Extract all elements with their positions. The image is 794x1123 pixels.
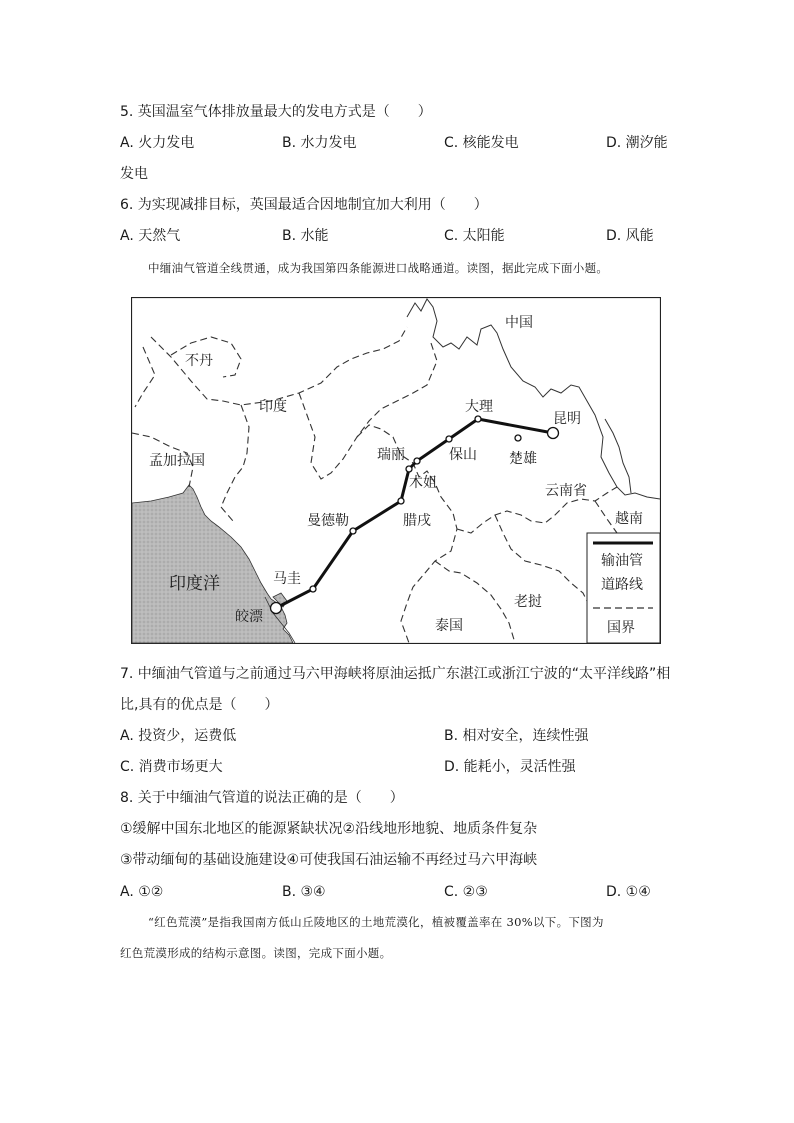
q7-stem-line1: 7. 中缅油气管道与之前通过马六甲海峡将原油运抵广东湛江或浙江宁波的“太平洋线路”相 — [120, 666, 671, 682]
red-desert-intro-line1: “红色荒漠”是指我国南方低山丘陵地区的土地荒漠化，植被覆盖率在 30%以下。下图为 — [148, 915, 604, 929]
q6-option-c: C. 太阳能 — [444, 228, 505, 244]
q8-stem: 8. 关于中缅油气管道的说法正确的是（ ） — [120, 790, 404, 806]
label-thailand: 泰国 — [435, 618, 463, 634]
q8-option-c: C. ②③ — [444, 884, 488, 900]
label-ruili: 瑞丽 — [377, 447, 405, 463]
q5-option-d-continued: 发电 — [120, 166, 148, 182]
legend-pipeline-line1: 输油管 — [601, 553, 643, 569]
label-mandalay: 曼德勒 — [307, 513, 349, 529]
q7-option-a: A. 投资少，运费低 — [120, 728, 237, 744]
q5-option-d: D. 潮汐能 — [606, 135, 668, 151]
label-dali: 大理 — [465, 399, 493, 415]
q8-option-b: B. ③④ — [282, 884, 326, 900]
ruili-marker — [414, 458, 420, 464]
label-india: 印度 — [259, 399, 287, 415]
kunming-marker — [548, 428, 559, 439]
pipeline-intro: 中缅油气管道全线贯通，成为我国第四条能源进口战略通道。读图，据此完成下面小题。 — [148, 261, 609, 275]
kyaukphyu-marker — [271, 603, 282, 614]
muse-marker — [406, 466, 412, 472]
q6-option-d: D. 风能 — [606, 228, 654, 244]
q5-option-a: A. 火力发电 — [120, 135, 195, 151]
label-lashio: 腊戌 — [403, 513, 431, 529]
mandalay-marker — [350, 528, 356, 534]
q7-option-b: B. 相对安全，连续性强 — [444, 728, 589, 744]
label-muse: 木姐 — [409, 475, 437, 491]
q8-statement-2: ③带动缅甸的基础设施建设④可使我国石油运输不再经过马六甲海峡 — [120, 852, 538, 868]
label-kunming: 昆明 — [553, 411, 581, 427]
q8-option-d: D. ①④ — [606, 884, 651, 900]
q7-option-d: D. 能耗小，灵活性强 — [444, 759, 576, 775]
q5-stem: 5. 英国温室气体排放量最大的发电方式是（ ） — [120, 104, 432, 120]
q5-option-c: C. 核能发电 — [444, 135, 519, 151]
q8-option-a: A. ①② — [120, 884, 164, 900]
q8-statement-1: ①缓解中国东北地区的能源紧缺状况②沿线地形地貌、地质条件复杂 — [120, 821, 538, 837]
dali-marker — [475, 416, 481, 422]
q7-stem-line2: 比,具有的优点是（ ） — [120, 697, 279, 713]
lashio-marker — [398, 498, 404, 504]
label-chuxiong: 楚雄 — [509, 451, 537, 467]
magway-marker — [310, 586, 316, 592]
chuxiong-marker — [515, 435, 521, 441]
legend-border-label: 国界 — [607, 620, 635, 636]
label-yunnan: 云南省 — [545, 483, 587, 499]
map-legend — [587, 533, 660, 643]
legend-pipeline-line2: 道路线 — [601, 577, 643, 593]
q7-option-c: C. 消费市场更大 — [120, 759, 223, 775]
label-kyaukphyu: 皎漂 — [235, 609, 263, 625]
pipeline-map — [131, 297, 661, 644]
label-bangladesh: 孟加拉国 — [149, 453, 205, 469]
q6-stem: 6. 为实现减排目标，英国最适合因地制宜加大利用（ ） — [120, 197, 488, 213]
q5-option-b: B. 水力发电 — [282, 135, 357, 151]
q6-option-b: B. 水能 — [282, 228, 329, 244]
label-laos: 老挝 — [514, 594, 542, 610]
label-china: 中国 — [505, 315, 533, 331]
label-magway: 马圭 — [273, 571, 301, 587]
label-vietnam: 越南 — [615, 511, 643, 527]
label-indian-ocean: 印度洋 — [169, 574, 220, 594]
label-bhutan: 不丹 — [185, 353, 213, 369]
red-desert-intro-line2: 红色荒漠形成的结构示意图。读图，完成下面小题。 — [120, 946, 392, 960]
baoshan-marker — [446, 436, 452, 442]
label-baoshan: 保山 — [449, 447, 477, 463]
q6-option-a: A. 天然气 — [120, 228, 181, 244]
